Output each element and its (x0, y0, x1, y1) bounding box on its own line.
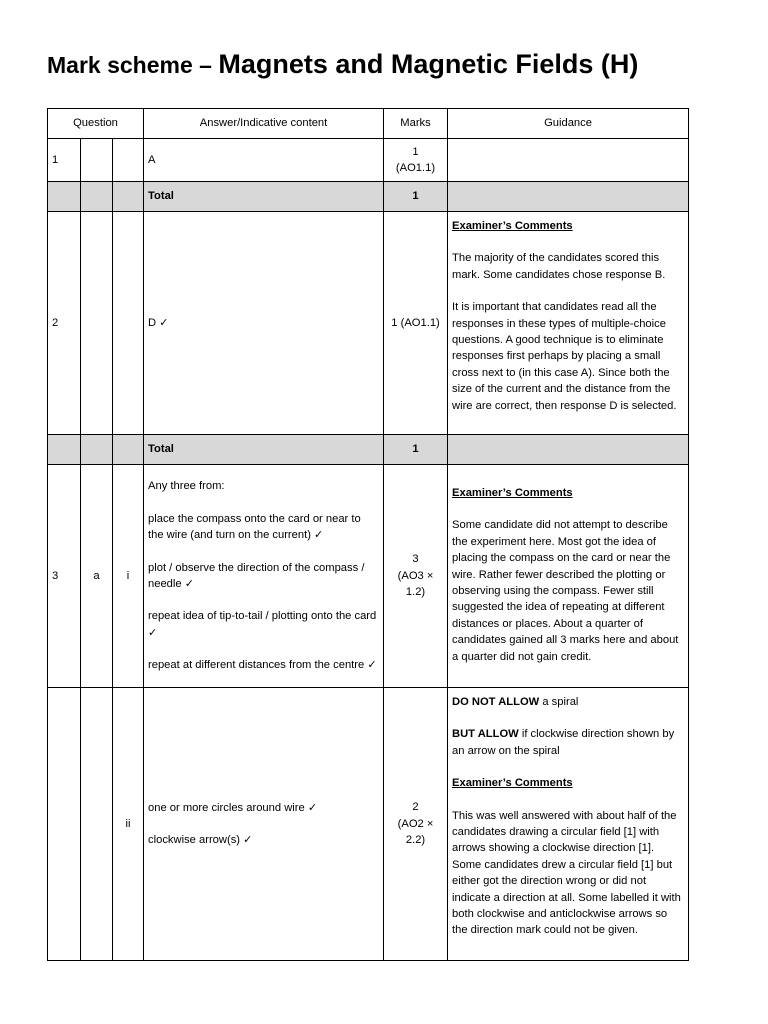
total-marks: 1 (384, 435, 448, 465)
guidance-cell (448, 212, 689, 435)
total-label: Total (144, 182, 384, 212)
question-3aii-row (48, 688, 689, 961)
question-1-row (48, 139, 689, 182)
header-marks: Marks (384, 109, 448, 139)
header-question: Question (48, 109, 144, 139)
answer-intro: Any three from: (148, 480, 225, 493)
marks-cell: 1 (AO1.1) (384, 212, 448, 435)
question-number (48, 688, 81, 961)
total-marks: 1 (384, 182, 448, 212)
answer-point: one or more circles around wire ✓ (148, 801, 318, 814)
question-subpart: i (113, 465, 144, 688)
marks-cell: 3 (AO3 × 1.2) (384, 465, 448, 688)
examiners-comments-heading: Examiner’s Comments (452, 220, 573, 232)
answer-point: place the compass onto the card or near to the wire (and turn on the current) ✓ (148, 512, 361, 542)
mark-scheme-table (47, 108, 689, 961)
question-part (81, 212, 113, 435)
title-prefix: Mark scheme – (47, 52, 219, 78)
question-part (81, 139, 113, 182)
question-number: 3 (48, 465, 81, 688)
answer-point: repeat at different distances from the centre ✓ (148, 659, 377, 672)
question-subpart: ii (113, 688, 144, 961)
marks-cell: 1 (AO1.1) (384, 139, 448, 182)
guidance-cell (448, 465, 689, 688)
page-title (47, 44, 638, 81)
total-row (48, 435, 689, 465)
question-3ai-row (48, 465, 689, 688)
guidance-cell (448, 139, 689, 182)
do-not-allow-note: DO NOT ALLOW a spiral (452, 696, 579, 708)
answer-cell (144, 688, 384, 961)
guidance-paragraph: This was well answered with about half of the candidates drawing a circular field [1] with arrows showing a clockwise direction [1]. Some candidates drew a circular field [1] but either got the direction wrong or did not indicate a direction at all. Some labelled it with both clockwise and anticlockwise arrows so the direction mark could not be given. (452, 809, 681, 937)
marks-cell: 2 (AO2 × 2.2) (384, 688, 448, 961)
question-part (81, 688, 113, 961)
but-allow-note: BUT ALLOW if clockwise direction shown by an arrow on the spiral (452, 728, 675, 757)
question-part: a (81, 465, 113, 688)
total-row (48, 182, 689, 212)
answer-point: clockwise arrow(s) ✓ (148, 834, 253, 846)
header-guidance: Guidance (448, 109, 689, 139)
answer-cell: A (144, 139, 384, 182)
answer-point: repeat idea of tip-to-tail / plotting onto the card ✓ (148, 610, 377, 639)
question-2-row (48, 212, 689, 435)
guidance-paragraph: The majority of the candidates scored this mark. Some candidates chose response B. (452, 252, 666, 281)
question-subpart (113, 139, 144, 182)
answer-cell: D ✓ (144, 212, 384, 435)
answer-cell (144, 465, 384, 688)
guidance-paragraph: Some candidate did not attempt to describe the experiment here. Most got the idea of placing the compass on the card or near the wire. Rather fewer described the plotting or observing using the compass. Fewer still suggested the idea of repeating at different distances or places. About a quarter of candidates gained all 3 marks here and about a quarter did not gain credit. (452, 519, 679, 663)
guidance-cell (448, 688, 689, 961)
header-answer: Answer/Indicative content (144, 109, 384, 139)
question-number: 2 (48, 212, 81, 435)
total-label: Total (144, 435, 384, 465)
question-subpart (113, 212, 144, 435)
examiners-comments-heading: Examiner’s Comments (452, 487, 573, 499)
guidance-paragraph: It is important that candidates read all the responses in these types of multiple-choice questions. A good technique is to eliminate responses first perhaps by placing a small cross next to (in this case A). Since both the size of the current and the distance from the wire are correct, then response D is selected. (452, 301, 677, 412)
answer-point: plot / observe the direction of the compass / needle ✓ (148, 561, 365, 590)
question-number: 1 (48, 139, 81, 182)
examiners-comments-heading: Examiner’s Comments (452, 777, 573, 790)
title-topic: Magnets and Magnetic Fields (H) (218, 49, 639, 79)
header-row (48, 109, 689, 139)
